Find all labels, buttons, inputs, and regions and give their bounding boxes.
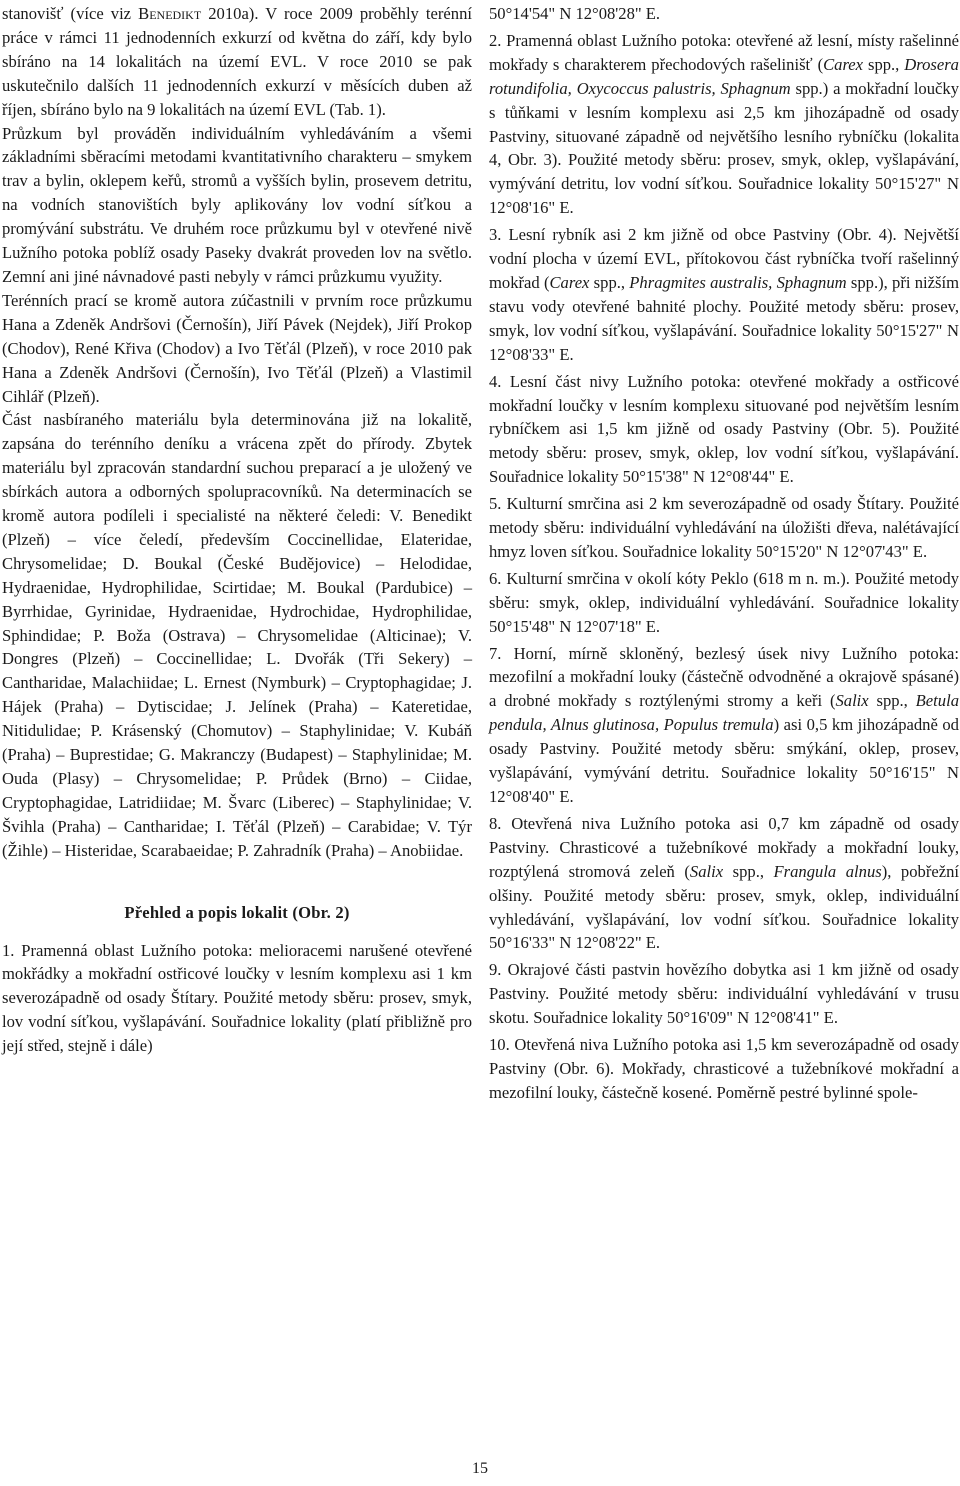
text-run: 2010a). V roce 2009 proběhly terénní práce v rámci 11 jednodenních exkurzí od května do září, kdy bylo sbíráno na 14 lokalitách na území EVL. V roce 2010 se pak uskutečnilo dalších 11 jednodenních exkurzí v měsících duben až říjen, sbíráno bylo na 9 lokalitách na území EVL (Tab. 1).	[2, 4, 472, 119]
text-run: 7. Horní, mírně skloněný, bezlesý úsek nivy Lužního potoka: mezofilní a mokřadní louky (částečně odvodněné a okrajově spásané) a drobné mokřady s roztýlenými stromy a keři (	[489, 643, 959, 711]
taxon-name: Carex	[823, 54, 864, 74]
body-paragraph-p_participants	[2, 289, 472, 409]
locality-paragraph-loc6	[489, 567, 959, 639]
text-run: 6. Kulturní smrčina v okolí kóty Peklo (618 m n. m.). Použité metody sběru: smyk, oklep, individuální vyhledávání. Souřadnice lokality 50°15'48" N 12°07'18" E.	[489, 568, 959, 636]
text-run: 1. Pramenná oblast Lužního potoka: melioracemi narušené otevřené mokřádky a mokřadní ostřicové loučky v lesním komplexu asi 1 km severozápadně od osady Štítary. Použité metody sběru: prosev, smyk, lov vodní síťkou, vyšlapávání. Souřadnice lokality (platí přibližně pro její střed, stejně i dále)	[2, 940, 472, 1056]
text-run: spp.,	[863, 54, 905, 74]
text-run: 4. Lesní část nivy Lužního potoka: otevřené mokřady a ostřicové mokřadní loučky v lesním komplexu situované pod největším lesním rybníčkem asi 1,5 km jižně od osady Pastviny (Obr. 5). Použité metody sběru: prosev, smyk, oklep, lov vodní síťkou, vyšlapávání. Souřadnice lokality 50°15'38" N 12°08'44" E.	[489, 371, 959, 487]
taxon-name: Salix	[835, 691, 869, 711]
text-run: 8. Otevřená niva Lužního potoka asi 0,7 km západně od osady Pastviny. Chrasticové a tužebníkové mokřady a mokřadní louky, rozptýlená stromová zeleň (	[489, 813, 959, 881]
text-run: Terénních prací se kromě autora zúčastnili v prvním roce průzkumu Hana a Zdeněk Andršovi (Černošín), Jiří Pávek (Nejdek), Jiří Prokop (Chodov), René Křiva (Chodov) a Ivo Těťál (Plzeň), v roce 2010 pak Hana a Zdeněk Andršovi (Černošín), Ivo Těťál (Plzeň) a Vlastimil Cihlář (Plzeň).	[2, 290, 472, 406]
taxon-name: Carex	[549, 272, 590, 292]
locality-paragraph-loc4	[489, 370, 959, 490]
body-paragraph-p_methods	[2, 122, 472, 289]
locality-paragraph-loc9	[489, 958, 959, 1030]
text-run: ) asi 0,5 km jihozápadně od osady Pastviny. Použité metody sběru: smýkání, oklep, prosev, vyšlapávání, vymývání detritu. Souřadnice lokality 50°16'15" N 12°08'40" E.	[489, 715, 959, 806]
left-locality-list	[2, 939, 472, 1059]
locality-paragraph-loc8	[489, 812, 959, 955]
taxon-name: Frangula alnus	[773, 861, 882, 881]
text-run: 10. Otevřená niva Lužního potoka asi 1,5 km severozápadně od osady Pastviny (Obr. 6). Mokřady, chrasticové a tužebníkové mokřadní a mezofilní louky, částečně kosené. Poměrně pestré bylinné spole-	[489, 1035, 959, 1102]
left-column	[2, 2, 472, 1058]
locality-paragraph-loc3	[489, 223, 959, 366]
text-run: spp.,	[589, 272, 630, 292]
text-run: 9. Okrajové části pastvin hovězího dobytka asi 1 km jižně od osady Pastviny. Použité metody sběru: individuální vyhledávání v trusu skotu. Souřadnice lokality 50°16'09" N 12°08'41" E.	[489, 960, 959, 1028]
section-heading: Přehled a popis lokalit (Obr. 2)	[124, 902, 350, 922]
locality-paragraph-loc7	[489, 642, 959, 809]
locality-paragraph-loc10	[489, 1033, 959, 1105]
text-run: 50°14'54" N 12°08'28" E.	[489, 4, 661, 23]
text-run: stanovišť (více viz	[2, 4, 139, 23]
locality-paragraph-loc1_cont	[489, 2, 959, 26]
text-run: spp.) a mokřadní loučky s tůňkami v lesním komplexu asi 2,5 km jihozápadně od osady Pastviny, situované západně od největšího lesního rybníčku (lokalita 4, Obr. 3). Použité metody sběru: prosev, smyk, oklep, vyšlapávání, vymývání detritu, lov vodní síťkou. Souřadnice lokality 50°15'27" N 12°08'16" E.	[489, 78, 959, 218]
text-run: 5. Kulturní smrčina asi 2 km severozápadně od osady Štítary. Použité metody sběru: individuální vyhledávání na úložišti dřeva, nalétávající hmyz loven síťkou. Souřadnice lokality 50°15'20" N 12°07'43" E.	[489, 494, 959, 561]
text-run: Část nasbíraného materiálu byla determinována již na lokalitě, zapsána do terénního deníku a vrácena zpět do přírody. Zbytek materiálu byl zpracován standardní suchou preparací a je uložený ve sbírkách autora a odborných spolupracovníků. Na determinacích se kromě autora podíleli i specialisté na některé čeledi: V. Benedikt (Plzeň) – více čeledí, především Coccinellidae, Elateridae, Chrysomelidae; D. Boukal (České Budějovice) – Helodidae, Hydraenidae, Hydrophilidae, Scirtidae; M. Boukal (Pardubice) – Byrrhidae, Gyrinidae, Hydraenidae, Hydrochidae, Hydrophilidae, Sphindidae; P. Boža (Ostrava) – Chrysomelidae (Alticinae); V. Dongres (Plzeň) – Coccinellidae; L. Dvořák (Tři Sekery) – Cantharidae, Malachiidae; L. Ernest (Nymburk) – Cryptophagidae; J. Hájek (Praha) – Dytiscidae; J. Jelínek (Praha) – Kateretidae, Nitidulidae; P. Krásenský (Chomutov) – Staphylinidae; V. Kubáň (Praha) – Buprestidae; G. Makranczy (Budapest) – Staphylinidae; M. Ouda (Plasy) – Chrysomelidae; P. Průdek (Brno) – Ciidae, Cryptophagidae, Latridiidae; M. Švarc (Liberec) – Staphylinidae; V. Švihla (Praha) – Cantharidae; I. Těťál (Plzeň) – Carabidae; V. Týr (Žihle) – Histeridae, Scarabaeidae; P. Zahradník (Praha) – Anobiidae.	[2, 410, 472, 860]
text-run: 3. Lesní rybník asi 2 km jižně od obce Pastviny (Obr. 4). Největší vodní plocha v území EVL, přítokovou část rybníčka tvoří rašelinný mokřad (	[489, 225, 959, 292]
body-paragraph-p_intro	[2, 2, 472, 122]
text-run: Průzkum byl prováděn individuálním vyhledáváním a všemi základními sběracími metodami kvantitativního charakteru – smykem trav a bylin, oklepem keřů, stromů a vyšších bylin, prosevem detritu, na vodních stanovištích byly aplikovány lov vodní síťkou a promývání substrátu. Ve druhém roce průzkumu byl v otevřené nivě Lužního potoka poblíž osady Paseky dvakrát proveden lov na světlo. Zemní ani jiné návnadové pasti nebyly v rámci průzkumu využity.	[2, 123, 472, 286]
locality-paragraph-loc2	[489, 29, 959, 220]
taxon-name: Betula pendula, Alnus glutinosa, Populus tremula	[489, 691, 959, 735]
text-run: spp.,	[868, 691, 916, 711]
taxon-name: Phragmites australis, Sphagnum	[629, 272, 847, 292]
page-number: 15	[472, 1460, 488, 1477]
text-run: spp.), při nižším stavu vody otevřené bahnité plochy. Použité metody sběru: prosev, smyk, lov vodní síťkou, vyšlapávání. Souřadnice lokality 50°15'27" N 12°08'33" E.	[489, 272, 959, 364]
body-paragraph-p_determination	[2, 408, 472, 862]
taxon-name: Drosera rotundifolia, Oxycoccus palustris, Sphagnum	[489, 54, 959, 98]
author-citation: Benedikt	[138, 4, 202, 23]
locality-paragraph-loc1	[2, 939, 472, 1059]
text-run: 2. Pramenná oblast Lužního potoka: otevřené až lesní, místy rašelinné mokřady s charakterem přechodových rašelinišť (	[489, 30, 959, 74]
right-locality-list	[489, 2, 959, 1105]
taxon-name: Salix	[689, 861, 724, 881]
text-run: spp.,	[723, 861, 774, 881]
right-column	[489, 2, 959, 1105]
text-run: ), pobřežní olšiny. Použité metody sběru: prosev, smyk, oklep, individuální vyhledávání, vyšlapávání, lov vodní síťkou. Souřadnice lokality 50°16'33" N 12°08'22" E.	[489, 861, 959, 953]
locality-paragraph-loc5	[489, 492, 959, 564]
left-paragraphs	[2, 2, 472, 863]
